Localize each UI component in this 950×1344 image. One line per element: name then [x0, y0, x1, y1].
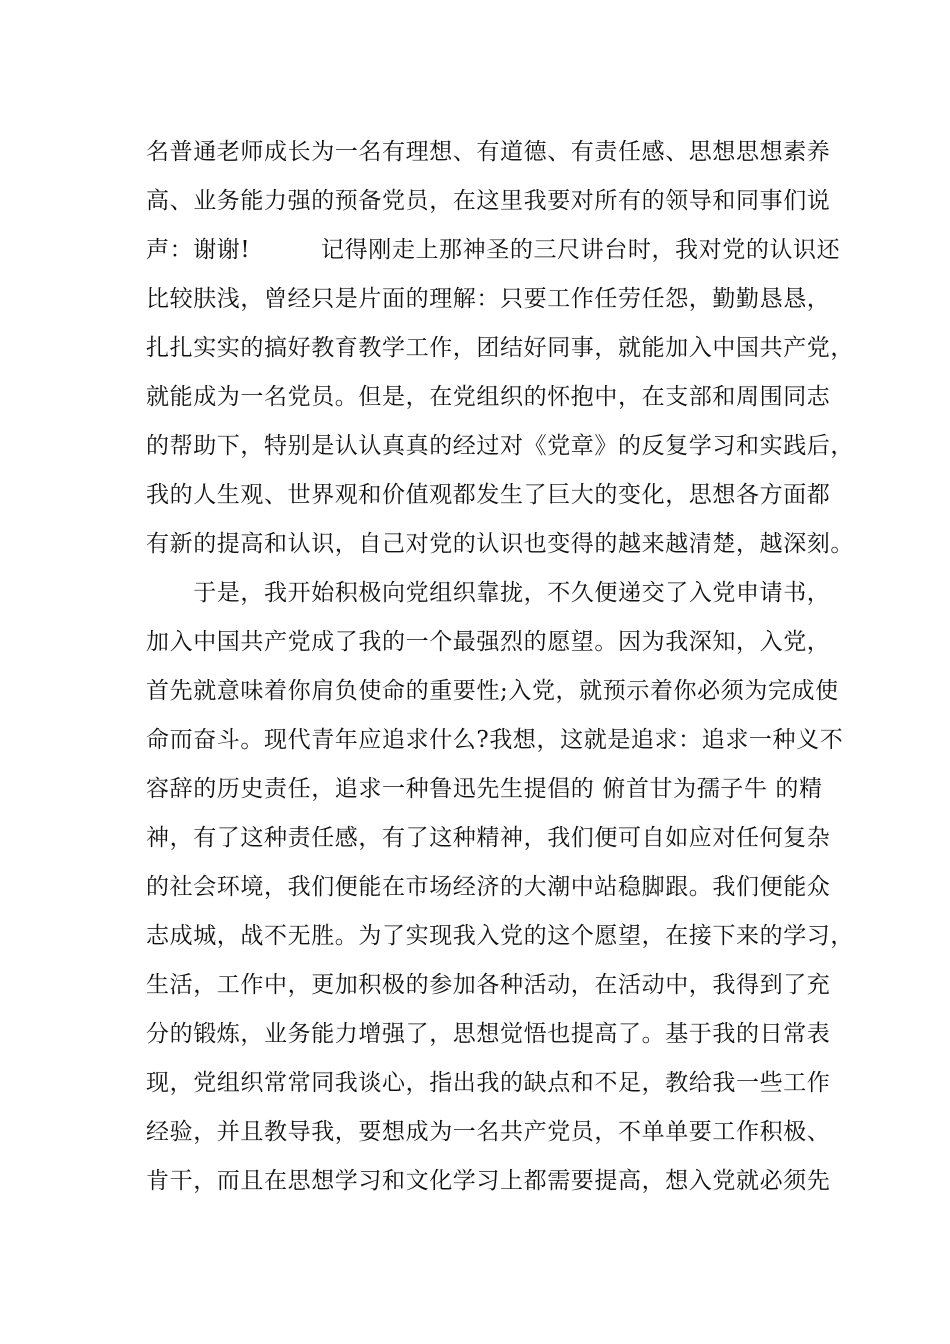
- text-line: 命而奋斗。现代青年应追求什么?我想，这就是追求：追求一种义不: [146, 727, 844, 753]
- text-line: 肯干，而且在思想学习和文化学习上都需要提高，想入党就必须先: [146, 1168, 831, 1194]
- text-line: 加入中国共产党成了我的一个最强烈的愿望。因为我深知，入党，: [146, 629, 831, 655]
- text-line: 现，党组织常常同我谈心，指出我的缺点和不足，教给我一些工作: [146, 1070, 831, 1096]
- text-line: 声：谢谢! 记得刚走上那神圣的三尺讲台时，我对党的认识还: [146, 237, 841, 263]
- text-line: 的社会环境，我们便能在市场经济的大潮中站稳脚跟。我们便能众: [146, 874, 831, 900]
- text-line: 分的锻炼，业务能力增强了，思想觉悟也提高了。基于我的日常表: [146, 1021, 831, 1047]
- text-line: 名普通老师成长为一名有理想、有道德、有责任感、思想思想素养: [146, 139, 831, 165]
- text-line: 于是，我开始积极向党组织靠拢，不久便递交了入党申请书，: [146, 580, 831, 606]
- text-line: 就能成为一名党员。但是，在党组织的怀抱中，在支部和周围同志: [146, 384, 831, 410]
- text-line: 比较肤浅，曾经只是片面的理解：只要工作任劳任怨，勤勤恳恳，: [146, 286, 831, 312]
- text-line: 的帮助下，特别是认认真真的经过对《党章》的反复学习和实践后，: [146, 433, 854, 459]
- text-line: 我的人生观、世界观和价值观都发生了巨大的变化，思想各方面都: [146, 482, 831, 508]
- text-line: 扎扎实实的搞好教育教学工作，团结好同事，就能加入中国共产党，: [146, 335, 854, 361]
- text-line: 容辞的历史责任，追求一种鲁迅先生提倡的 俯首甘为孺子牛 的精: [146, 776, 823, 802]
- text-line: 经验，并且教导我，要想成为一名共产党员，不单单要工作积极、: [146, 1119, 831, 1145]
- text-line: 高、业务能力强的预备党员，在这里我要对所有的领导和同事们说: [146, 188, 831, 214]
- text-line: 生活，工作中，更加积极的参加各种活动，在活动中，我得到了充: [146, 972, 831, 998]
- text-line: 首先就意味着你肩负使命的重要性;入党，就预示着你必须为完成使: [146, 678, 839, 704]
- text-line: 志成城，战不无胜。为了实现我入党的这个愿望，在接下来的学习，: [146, 923, 854, 949]
- text-line: 有新的提高和认识，自己对党的认识也变得的越来越清楚，越深刻。: [146, 531, 854, 557]
- text-line: 神，有了这种责任感，有了这种精神，我们便可自如应对任何复杂: [146, 825, 831, 851]
